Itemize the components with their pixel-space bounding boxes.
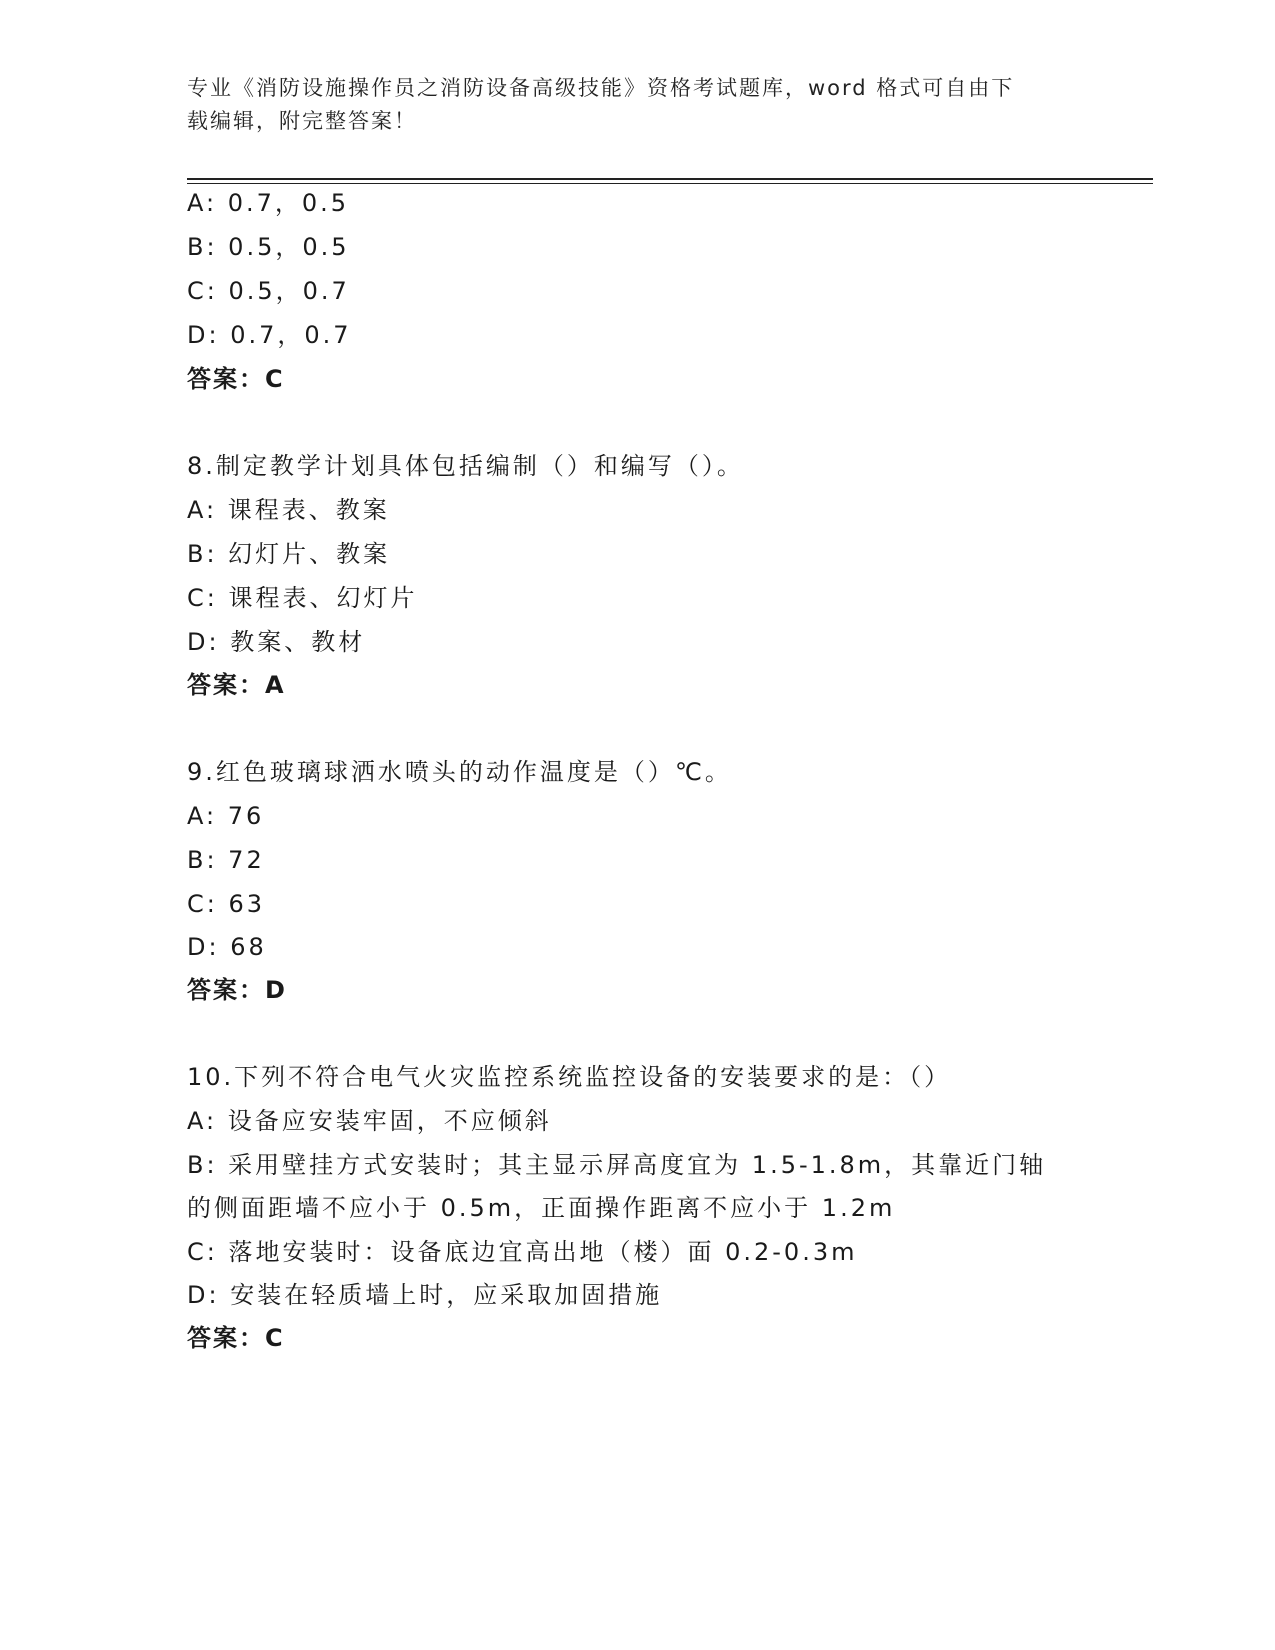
- q8-option-b: B: 幻灯片、教案: [187, 540, 391, 568]
- q8-option-c: C: 课程表、幻灯片: [187, 584, 418, 612]
- q7-option-d: D: 0.7，0.7: [187, 321, 352, 349]
- q9-option-d: D: 68: [187, 933, 267, 961]
- q7-option-b: B: 0.5，0.5: [187, 233, 350, 261]
- q8-question: 8.制定教学计划具体包括编制（）和编写（）。: [187, 452, 744, 480]
- q7-option-a: A: 0.7，0.5: [187, 189, 350, 217]
- q9-question: 9.红色玻璃球洒水喷头的动作温度是（）℃。: [187, 758, 732, 786]
- header-divider-thin: [187, 183, 1153, 184]
- q9-option-c: C: 63: [187, 890, 266, 918]
- q8-option-a: A: 课程表、教案: [187, 496, 390, 524]
- q8-answer: 答案：A: [187, 671, 286, 699]
- q10-option-b-line-1: B: 采用壁挂方式安装时；其主显示屏高度宜为 1.5-1.8m，其靠近门轴: [187, 1151, 1047, 1179]
- q9-option-a: A: 76: [187, 802, 265, 830]
- q10-question: 10.下列不符合电气火灾监控系统监控设备的安装要求的是：（）: [187, 1063, 952, 1091]
- q10-option-a: A: 设备应安装牢固，不应倾斜: [187, 1107, 552, 1135]
- header-divider-thick: [187, 178, 1153, 180]
- q9-answer: 答案：D: [187, 976, 287, 1004]
- q7-option-c: C: 0.5，0.7: [187, 277, 350, 305]
- q10-option-d: D: 安装在轻质墙上时，应采取加固措施: [187, 1281, 663, 1309]
- document-header: [187, 72, 1087, 138]
- q8-option-d: D: 教案、教材: [187, 628, 366, 656]
- header-line-2: 载编辑，附完整答案！: [187, 109, 417, 133]
- header-line-1: 专业《消防设施操作员之消防设备高级技能》资格考试题库，word 格式可自由下: [187, 76, 1015, 100]
- q7-answer: 答案：C: [187, 365, 285, 393]
- q9-option-b: B: 72: [187, 846, 265, 874]
- q10-option-c: C: 落地安装时：设备底边宜高出地（楼）面 0.2-0.3m: [187, 1238, 858, 1266]
- q10-option-b-line-2: 的侧面距墙不应小于 0.5m，正面操作距离不应小于 1.2m: [187, 1194, 896, 1222]
- q10-answer: 答案：C: [187, 1324, 285, 1352]
